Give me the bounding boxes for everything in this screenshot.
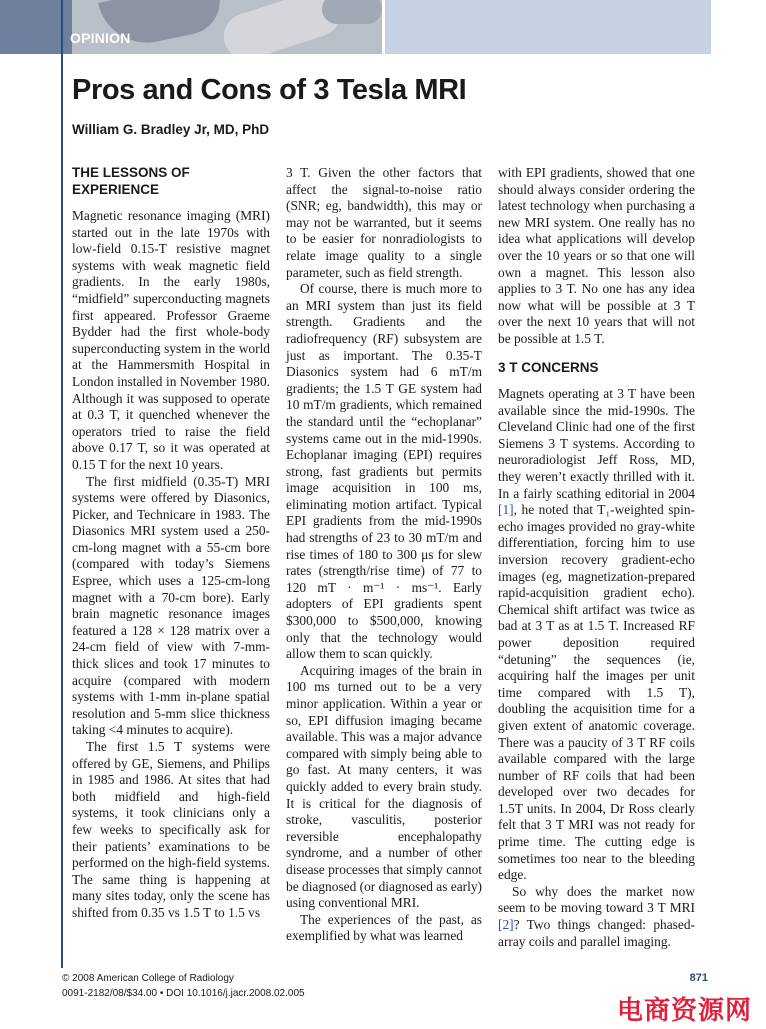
column-1 [72, 165, 270, 922]
article-author: William G. Bradley Jr, MD, PhD [72, 122, 270, 137]
footer-copyright: © 2008 American College of Radiology [62, 973, 234, 984]
header-banner [0, 0, 382, 54]
paragraph [498, 386, 695, 884]
paragraph: The first midfield (0.35-T) MRI systems were offered by Diasonics, Picker, and Technicare in 1983. The Diasonics MRI system used a 250-cm-long magnet with a 55-cm bore (compared with today’s Siemens Espree, which uses a 125-cm-long magnet with a 70-cm bore). Early brain magnetic resonance images featured a 128 × 128 matrix over a 24-cm field of view with 7-mm-thick slices and took 17 minutes to acquire (compared with modern systems with 1-mm in-plane spatial resolution and 5-mm slice thickness taking <4 minutes to acquire). [72, 473, 270, 738]
paragraph-text: ? Two things changed: phased-array coils and parallel imaging. [498, 917, 695, 949]
paragraph: Acquiring images of the brain in 100 ms turned out to be a very minor application. Within a year or so, EPI diffusion imaging became available. This was a major advance compared with simply being able to go fast. At many centers, it was quickly added to every brain study. It is critical for the diagnosis of stroke, vasculitis, posterior reversible encephalopathy syndrome, and a number of other disease processes that simply cannot be diagnosed (or diagnosed as early) using conventional MRI. [286, 662, 482, 911]
paragraph-text: So why does the market now seem to be moving toward 3 T MRI [498, 883, 695, 916]
reference-link-1[interactable]: [1] [498, 502, 514, 518]
paragraph: with EPI gradients, showed that one should always consider ordering the latest technology when purchasing a new MRI system. One really has no idea what applications will develop over the 10 years or so that one will own a magnet. This lesson also applies to 3 T. No one has any idea now what will be possible at 3 T over the next 10 years that will not be possible at 1.5 T. [498, 165, 695, 346]
paragraph: Magnetic resonance imaging (MRI) started out in the late 1970s with low-field 0.15-T resistive magnet systems with weak magnetic field gradients. In the early 1980s, “midfield” superconducting magnets first appeared. Professor Graeme Bydder had the first whole-body superconducting system in the world at the Hammersmith Hospital in London installed in November 1980. Although it was supposed to operate at 0.3 T, it quenched whenever the operators tried to raise the field above 0.17 T, so it was operated at 0.15 T for the next 10 years. [72, 208, 270, 472]
reference-link-2[interactable]: [2] [498, 917, 514, 933]
column-2 [286, 165, 482, 945]
paragraph-text: Magnets operating at 3 T have been available since the mid-1990s. The Cleveland Clinic had one of the first Siemens 3 T systems. According to neuroradiologist Jeff Ross, MD, they weren’t exactly thrilled with it. In a fairly scathing editorial in 2004 [498, 386, 695, 501]
paragraph: 3 T. Given the other factors that affect the signal-to-noise ratio (SNR; eg, bandwidth), this may or may not be warranted, but it seems to be easier for nonradiologists to relate image quality to a single parameter, such as field strength. [286, 165, 482, 280]
header-banner-accent [385, 0, 711, 54]
article-title: Pros and Cons of 3 Tesla MRI [72, 74, 467, 106]
margin-rule [61, 0, 63, 968]
paragraph-text: , he noted that T₁-weighted spin-echo images provided no gray-white differentiation, forcing him to use inversion recovery gradient-echo images (eg, magnetization-prepared rapid-acquisition gradient echo). Chemical shift artifact was twice as bad at 3 T as at 1.5 T. Increased RF power deposition required “detuning” the sequences (ie, acquiring half the images per unit time compared with 1.5 T), doubling the acquisition time for a given extent of anatomic coverage. There was a paucity of 3 T RF coils available compared with the large number of RF coils that had been developed over two decades for 1.5T units. In 2004, Dr Ross clearly felt that 3 T MRI was not ready for prime time. The cutting edge is sometimes too near to the bleeding edge. [498, 502, 695, 883]
page-number: 871 [689, 972, 708, 984]
watermark: 电商资源网 [616, 996, 752, 1026]
footer-doi: 0091-2182/08/$34.00 • DOI 10.1016/j.jacr.2008.02.005 [62, 988, 305, 999]
section-heading-concerns: 3 T CONCERNS [498, 359, 599, 375]
section-heading-lessons: THE LESSONS OF EXPERIENCE [72, 165, 190, 197]
paragraph: Of course, there is much more to an MRI system than just its field strength. Gradients and the radiofrequency (RF) subsystem are just as important. The 0.35-T Diasonics system had 6 mT/m gradients; the 1.5 T GE system had 10 mT/m gradients, which remained the standard until the “echoplanar” systems came out in the mid-1990s. Echoplanar imaging (EPI) requires strong, fast gradients but permits image acquisition in 100 ms, eliminating motion artifact. Typical EPI gradients from the mid-1990s had strengths of 23 to 30 mT/m and rise times of 180 to 300 μs for slew rates (strength/rise time) of 77 to 120 mT · m⁻¹ · ms⁻¹. Early adopters of EPI gradients spent $300,000 to $500,000, knowing only that the technology would allow them to scan quickly. [286, 281, 482, 662]
paragraph: The first 1.5 T systems were offered by GE, Siemens, and Philips in 1985 and 1986. At sites that had both midfield and high-field systems, it took clinicians only a few weeks to specifically ask for their patients’ examinations to be performed on the high-field systems. The same thing is happening at many sites today, only the scene has shifted from 0.35 vs 1.5 T to 1.5 vs [72, 739, 270, 920]
paragraph: The experiences of the past, as exemplified by what was learned [286, 911, 482, 944]
column-3 [498, 165, 695, 950]
section-label: OPINION [70, 30, 131, 46]
paragraph [498, 884, 695, 950]
